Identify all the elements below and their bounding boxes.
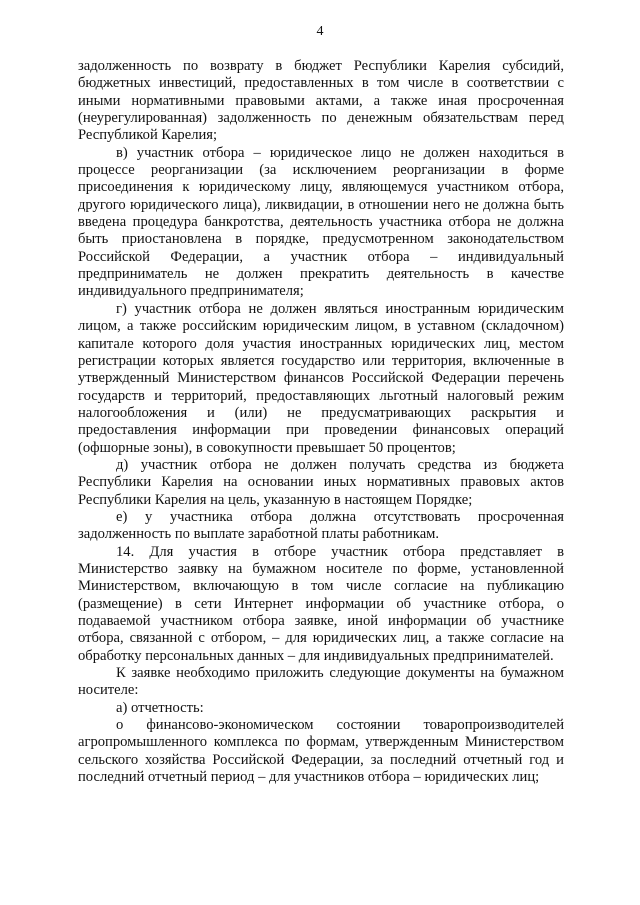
- paragraph-clause-14: 14. Для участия в отборе участник отбора представляет в Министерство заявку на бумажном носителе по форме, установленной Министерством, включающую в том числе согласие на публикацию (размещение) в сети Интернет информации об участнике отбора, о подаваемой участником отбора заявке, иной информации об участнике отбора, связанной с отбором, – для юридических лиц, а также согласие на обработку персональных данных – для индивидуальных предпринимателей.: [78, 543, 564, 664]
- paragraph-item-e: е) у участника отбора должна отсутствовать просроченная задолженность по выплате заработной платы работникам.: [78, 508, 564, 543]
- paragraph-item-a: а) отчетность:: [116, 699, 204, 716]
- paragraph-attachments-intro: К заявке необходимо приложить следующие документы на бумажном носителе:: [78, 665, 564, 699]
- page-number: 4: [316, 24, 324, 39]
- paragraph-financial-report: о финансово-экономическом состоянии товаропроизводителей агропромышленного комплекса по формам, утвержденным Министерством сельского хозяйства Российской Федерации, за последний отчетный год и последний отчетный период – для участников отбора – юридических лиц;: [78, 717, 564, 786]
- document-body: [78, 58, 564, 786]
- paragraph-item-v: в) участник отбора – юридическое лицо не должен находиться в процессе реорганизации (за исключением реорганизации в форме присоединения к юридическому лицу, являющемуся участником отбора, другого юридического лица), ликвидации, в отношении него не должна быть введена процедура банкротства, деятельность участника отбора не должна быть приостановлена в порядке, предусмотренном законодательством Российской Федерации, а участник отбора – индивидуальный предприниматель не должен прекратить деятельность в качестве индивидуального предпринимателя;: [78, 144, 564, 300]
- paragraph-item-g: г) участник отбора не должен являться иностранным юридическим лицом, а также российским юридическим лицом, в уставном (складочном) капитале которого доля участия иностранных юридических лиц, местом регистрации которых является государство или территория, включенные в утвержденный Министерством финансов Российской Федерации перечень государств и территорий, предоставляющих льготный налоговый режим налогообложения и (или) не предусматривающих раскрытия и предоставления информации при проведении финансовых операций (офшорные зоны), в совокупности превышает 50 процентов;: [78, 300, 564, 456]
- paragraph-item-d: д) участник отбора не должен получать средства из бюджета Республики Карелия на основании иных нормативных правовых актов Республики Карелия на цель, указанную в настоящем Порядке;: [78, 456, 564, 508]
- paragraph-debt-continuation: задолженность по возврату в бюджет Республики Карелия субсидий, бюджетных инвестиций, предоставленных в том числе в соответствии с иными нормативными правовыми актами, а также иная просроченная (неурегулированная) задолженность по денежным обязательствам перед Республикой Карелия;: [78, 58, 564, 144]
